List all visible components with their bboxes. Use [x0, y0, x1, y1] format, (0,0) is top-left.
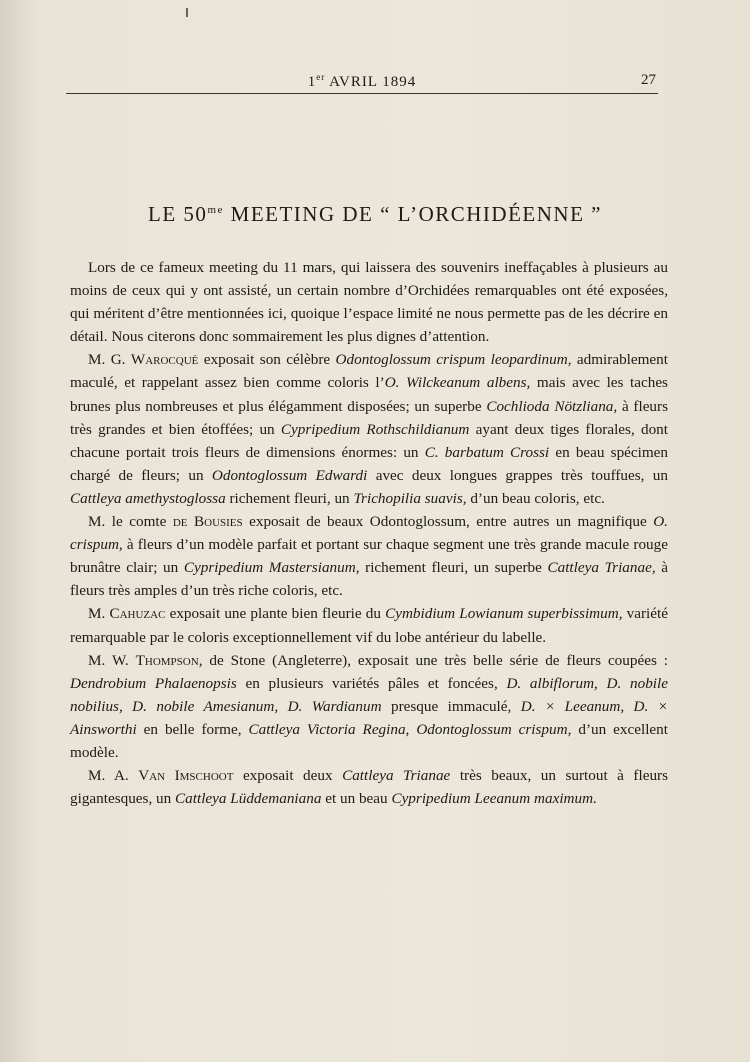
article-title: LE $50^{me}$ MEETING DE “ L’ORCHIDÉENNE ”: [148, 202, 602, 226]
exhibitor-name: Cahuzac: [109, 605, 166, 623]
running-header: [66, 70, 658, 92]
paragraph-intro: Lors de ce fameux meeting du 11 mars, qui laissera des souvenirs ineffaçables à plusieurs au moins de ceux qui y ont assisté, un certain nombre d’Orchidées remarquables ont été exposées, qui méritent d’être mentionnées ici, quoique l’espace limité ne nous permette pas de les décrire en détail. Nous citerons donc sommairement les plus dignes d’attention.: [70, 259, 668, 346]
page-number: 27: [641, 72, 656, 88]
paragraph-van-imschoot: M. A. Van Imschoot exposait deux Cattleya Trianae très beaux, un surtout à fleurs gigantesques, un Cattleya Lüddemaniana et un beau Cypripedium Leeanum maximum.: [70, 767, 669, 808]
exhibitor-name: Warocqué: [130, 351, 199, 369]
paragraph-bousies: M. le comte de Bousies exposait de beaux Odontoglossum, entre autres un magnifique O. crispum, à fleurs d’un modèle parfait et portant sur chaque segment une très grande macule rouge brunâtre clair; un Cypripedium Mastersianum, richement fleuri, un superbe Cattleya Trianae, à fleurs très amples d’un très riche coloris, etc.: [70, 513, 669, 600]
exhibitor-name: Van Imschoot: [138, 767, 234, 785]
paragraph-thompson: M. W. Thompson, de Stone (Angleterre), exposait une très belle série de fleurs coupées : Dendrobium Phalaenopsis en plusieurs variétés pâles et foncées, D. albiflorum, D. nobile nobilius, D. nobile Amesianum, D. Wardianum presque immaculé, D. × Leeanum, D. × Ainsworthi en belle forme, Cattleya Victoria Regina, Odontoglossum crispum, d’un excellent modèle.: [70, 651, 668, 761]
exhibitor-name: de Bousies: [172, 513, 243, 531]
header-rule: [66, 93, 658, 94]
article-body: [70, 256, 668, 810]
exhibitor-name: Thompson: [135, 651, 199, 669]
page-mark: [186, 8, 188, 17]
paragraph-cahuzac: M. Cahuzac exposait une plante bien fleurie du Cymbidium Lowianum superbissimum, variété remarquable par le coloris exceptionnellement vif du lobe antérieur du labelle.: [70, 605, 668, 646]
header-date: 1er AVRIL 1894: [307, 72, 417, 90]
paragraph-warocque: M. G. Warocqué exposait son célèbre Odontoglossum crispum leopardinum, admirablement maculé, et rappelant assez bien comme coloris l’O. Wilckeanum albens, mais avec les taches brunes plus nombreuses et plus élégamment disposées; un superbe Cochlioda Nötzliana, à fleurs très grandes et bien étoffées; un Cypripedium Rothschildianum ayant deux tiges florales, dont chacune portait trois fleurs de dimensions énormes: un C. barbatum Crossi en beau spécimen chargé de fleurs; un Odontoglossum Edwardi avec deux longues grappes très touffues, un Cattleya amethystoglossa richement fleuri, un Trichopilia suavis, d’un beau coloris, etc.: [70, 351, 669, 507]
